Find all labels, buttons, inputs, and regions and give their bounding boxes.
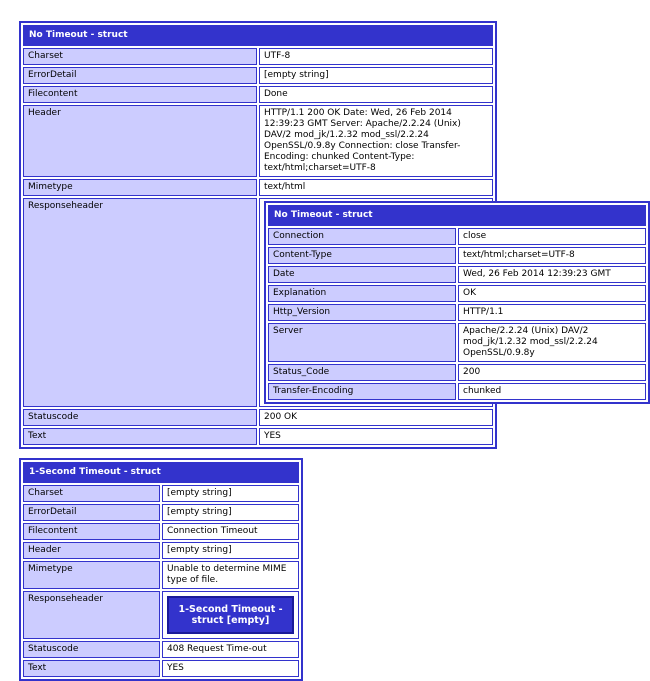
dump-row-filecontent (23, 523, 299, 540)
dump-value: Connection Timeout (162, 523, 299, 540)
dump-value-nested (162, 591, 299, 639)
dump-value: Unable to determine MIME type of file. (162, 561, 299, 589)
dump-value: [empty string] (162, 485, 299, 502)
dump-key[interactable]: Text (23, 660, 160, 677)
dump-row-explanation (268, 285, 646, 302)
dump-row-text (23, 660, 299, 677)
dump-row-responseheader (23, 198, 493, 407)
dump-key[interactable]: Charset (23, 48, 257, 65)
dump-value: YES (259, 428, 493, 445)
responseheader-struct-dump (264, 201, 650, 404)
dump-value: Apache/2.2.24 (Unix) DAV/2 mod_jk/1.2.32 mod_ssl/2.2.24 OpenSSL/0.9.8y (458, 323, 646, 362)
dump-value: text/html;charset=UTF-8 (458, 247, 646, 264)
dump-key[interactable]: Charset (23, 485, 160, 502)
dump-value: OK (458, 285, 646, 302)
empty-struct-badge[interactable]: 1-Second Timeout - struct [empty] (167, 596, 294, 634)
dump-value: 408 Request Time-out (162, 641, 299, 658)
dump-key[interactable]: Responseheader (23, 198, 257, 407)
dump-row-charset (23, 48, 493, 65)
dump-row-filecontent (23, 86, 493, 103)
dump-key[interactable]: Header (23, 542, 160, 559)
dump-row-errordetail (23, 67, 493, 84)
dump-key[interactable]: ErrorDetail (23, 504, 160, 521)
dump-row-header (23, 105, 493, 177)
dump-row-transfer-encoding (268, 383, 646, 400)
dump-key[interactable]: Transfer-Encoding (268, 383, 456, 400)
dump-row-header (23, 542, 299, 559)
dump-value: close (458, 228, 646, 245)
dump-key[interactable]: Responseheader (23, 591, 160, 639)
dump-key[interactable]: Explanation (268, 285, 456, 302)
dump-value-nested (259, 198, 611, 407)
dump-value: [empty string] (259, 67, 493, 84)
dump-row-responseheader (23, 591, 299, 639)
dump-row-charset (23, 485, 299, 502)
dump-title[interactable]: No Timeout - struct (268, 205, 646, 226)
dump-value: chunked (458, 383, 646, 400)
dump-row-status-code (268, 364, 646, 381)
dump-value: 200 (458, 364, 646, 381)
dump-row-connection (268, 228, 646, 245)
dump-key[interactable]: Text (23, 428, 257, 445)
dump-row-mimetype (23, 179, 493, 196)
dump-key[interactable]: ErrorDetail (23, 67, 257, 84)
dump-key[interactable]: Mimetype (23, 561, 160, 589)
dump-key[interactable]: Http_Version (268, 304, 456, 321)
dump-row-server (268, 323, 646, 362)
dump-key[interactable]: Header (23, 105, 257, 177)
dump-key[interactable]: Mimetype (23, 179, 257, 196)
dump-value: YES (162, 660, 299, 677)
dump-row-errordetail (23, 504, 299, 521)
dump-title[interactable]: 1-Second Timeout - struct (23, 462, 299, 483)
dump-value: text/html (259, 179, 493, 196)
dump-key[interactable]: Server (268, 323, 456, 362)
dump-row-date (268, 266, 646, 283)
dump-value: Done (259, 86, 493, 103)
dump-key[interactable]: Content-Type (268, 247, 456, 264)
dump-row-statuscode (23, 641, 299, 658)
dump-value: [empty string] (162, 504, 299, 521)
dump-row-http-version (268, 304, 646, 321)
dump-value: Wed, 26 Feb 2014 12:39:23 GMT (458, 266, 646, 283)
dump-key[interactable]: Connection (268, 228, 456, 245)
dump-key[interactable]: Statuscode (23, 409, 257, 426)
dump-value: [empty string] (162, 542, 299, 559)
dump-row-mimetype (23, 561, 299, 589)
dump-value: UTF-8 (259, 48, 493, 65)
dump-key[interactable]: Date (268, 266, 456, 283)
dump-row-content-type (268, 247, 646, 264)
dump-key[interactable]: Filecontent (23, 86, 257, 103)
dump-key[interactable]: Filecontent (23, 523, 160, 540)
dump-value: HTTP/1.1 (458, 304, 646, 321)
dump-row-text (23, 428, 493, 445)
dump-key[interactable]: Status_Code (268, 364, 456, 381)
dump-value: 200 OK (259, 409, 493, 426)
dump-title[interactable]: No Timeout - struct (23, 25, 493, 46)
dump-row-statuscode (23, 409, 493, 426)
dump-key[interactable]: Statuscode (23, 641, 160, 658)
no-timeout-struct-dump (19, 21, 611, 449)
one-second-timeout-struct-dump (19, 458, 303, 681)
dump-value: HTTP/1.1 200 OK Date: Wed, 26 Feb 2014 12:39:23 GMT Server: Apache/2.2.24 (Unix) DAV/2 mod_jk/1.2.32 mod_ssl/2.2.24 OpenSSL/0.9.8y Connection: close Transfer-Encoding: chunked Content-Type: text/html;charset=UTF-8 (259, 105, 493, 177)
